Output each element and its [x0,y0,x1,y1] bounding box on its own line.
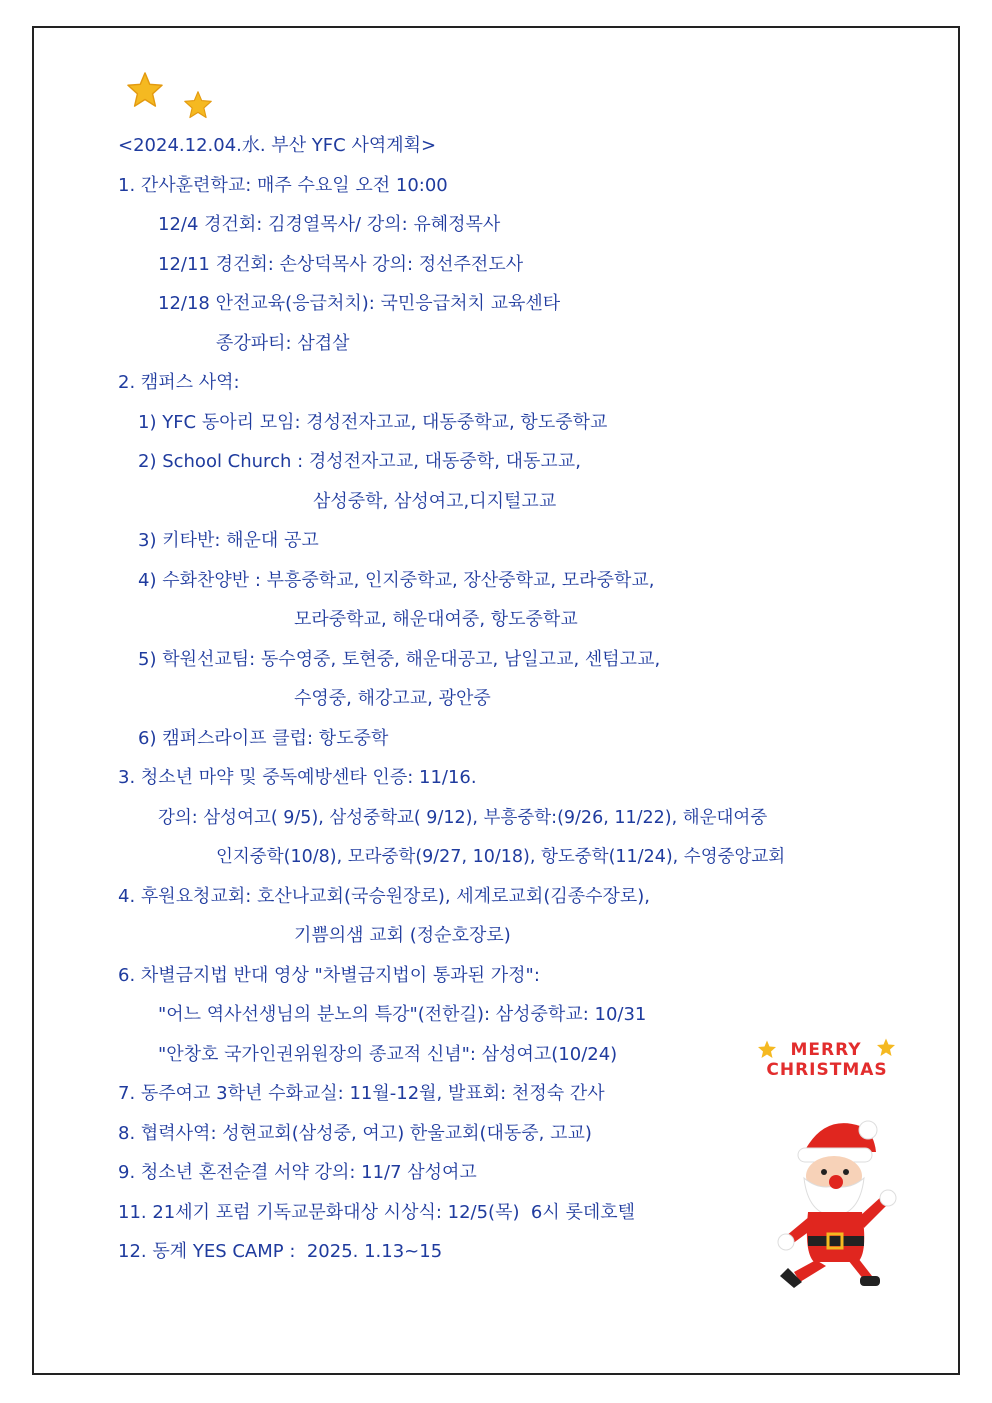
item-8-heading: 8. 협력사역: 성현교회(삼성중, 여고) 한울교회(대동중, 고교) [118,1123,592,1144]
santa-illustration [764,1112,904,1292]
item-2-sub: 6) 캠퍼스라이프 클럽: 항도중학 [138,728,389,749]
document-title: <2024.12.04.水. 부산 YFC 사역계획> [118,135,437,156]
merry-label: MERRY [790,1040,862,1060]
item-6-sub: "안창호 국가인권위원장의 종교적 신념": 삼성여고(10/24) [158,1044,618,1065]
item-4-sub-cont: 기쁨의샘 교회 (정순호장로) [294,925,511,946]
christmas-label: CHRISTMAS [766,1060,888,1080]
item-3-sub: 강의: 삼성여고( 9/5), 삼성중학교( 9/12), 부흥중학:(9/26, 11/22), 해운대여중 [158,808,768,828]
item-4-heading: 4. 후원요청교회: 호산나교회(국승원장로), 세계로교회(김종수장로), [118,886,651,907]
item-2-sub: 5) 학원선교팀: 동수영중, 토현중, 해운대공고, 남일고교, 센텀고교, [138,649,661,670]
item-3-sub-cont: 인지중학(10/8), 모라중학(9/27, 10/18), 항도중학(11/24), 수영중앙교회 [216,847,786,867]
item-1-sub: 12/18 안전교육(응급처치): 국민응급처치 교육센타 [158,293,561,314]
item-11-heading: 11. 21세기 포럼 기독교문화대상 시상식: 12/5(목) 6시 롯데호텔 [118,1202,636,1223]
item-1-sub: 종강파티: 삼겹살 [216,333,350,354]
item-2-heading: 2. 캠퍼스 사역: [118,372,240,393]
item-12-heading: 12. 동계 YES CAMP : 2025. 1.13~15 [118,1241,443,1262]
item-1-sub: 12/4 경건회: 김경열목사/ 강의: 유혜정목사 [158,214,501,235]
item-1-heading: 1. 간사훈련학교: 매주 수요일 오전 10:00 [118,175,448,196]
item-6-sub: "어느 역사선생님의 분노의 특강"(전한길): 삼성중학교: 10/31 [158,1004,647,1025]
item-2-sub-cont: 수영중, 해강고교, 광안중 [294,688,491,709]
item-2-sub: 4) 수화찬양반 : 부흥중학교, 인지중학교, 장산중학교, 모라중학교, [138,570,655,591]
item-2-sub: 3) 키타반: 해운대 공고 [138,530,319,551]
item-1-sub: 12/11 경건회: 손상덕목사 강의: 정선주전도사 [158,254,524,275]
star-icon [876,1038,896,1057]
item-3-heading: 3. 청소년 마약 및 중독예방센타 인증: 11/16. [118,767,477,788]
star-icon [757,1040,777,1059]
item-2-sub-cont: 모라중학교, 해운대여중, 항도중학교 [294,609,578,630]
item-2-sub-cont: 삼성중학, 삼성여고,디지털고교 [313,491,557,512]
item-6-heading: 6. 차별금지법 반대 영상 "차별금지법이 통과된 가정": [118,965,540,986]
item-9-heading: 9. 청소년 혼전순결 서약 강의: 11/7 삼성여고 [118,1162,477,1183]
item-2-sub: 1) YFC 동아리 모임: 경성전자고교, 대동중학교, 항도중학교 [138,412,608,433]
item-2-sub: 2) School Church : 경성전자고교, 대동중학, 대동고교, [138,451,581,472]
item-7-heading: 7. 동주여고 3학년 수화교실: 11월-12월, 발표회: 천정숙 간사 [118,1083,605,1104]
